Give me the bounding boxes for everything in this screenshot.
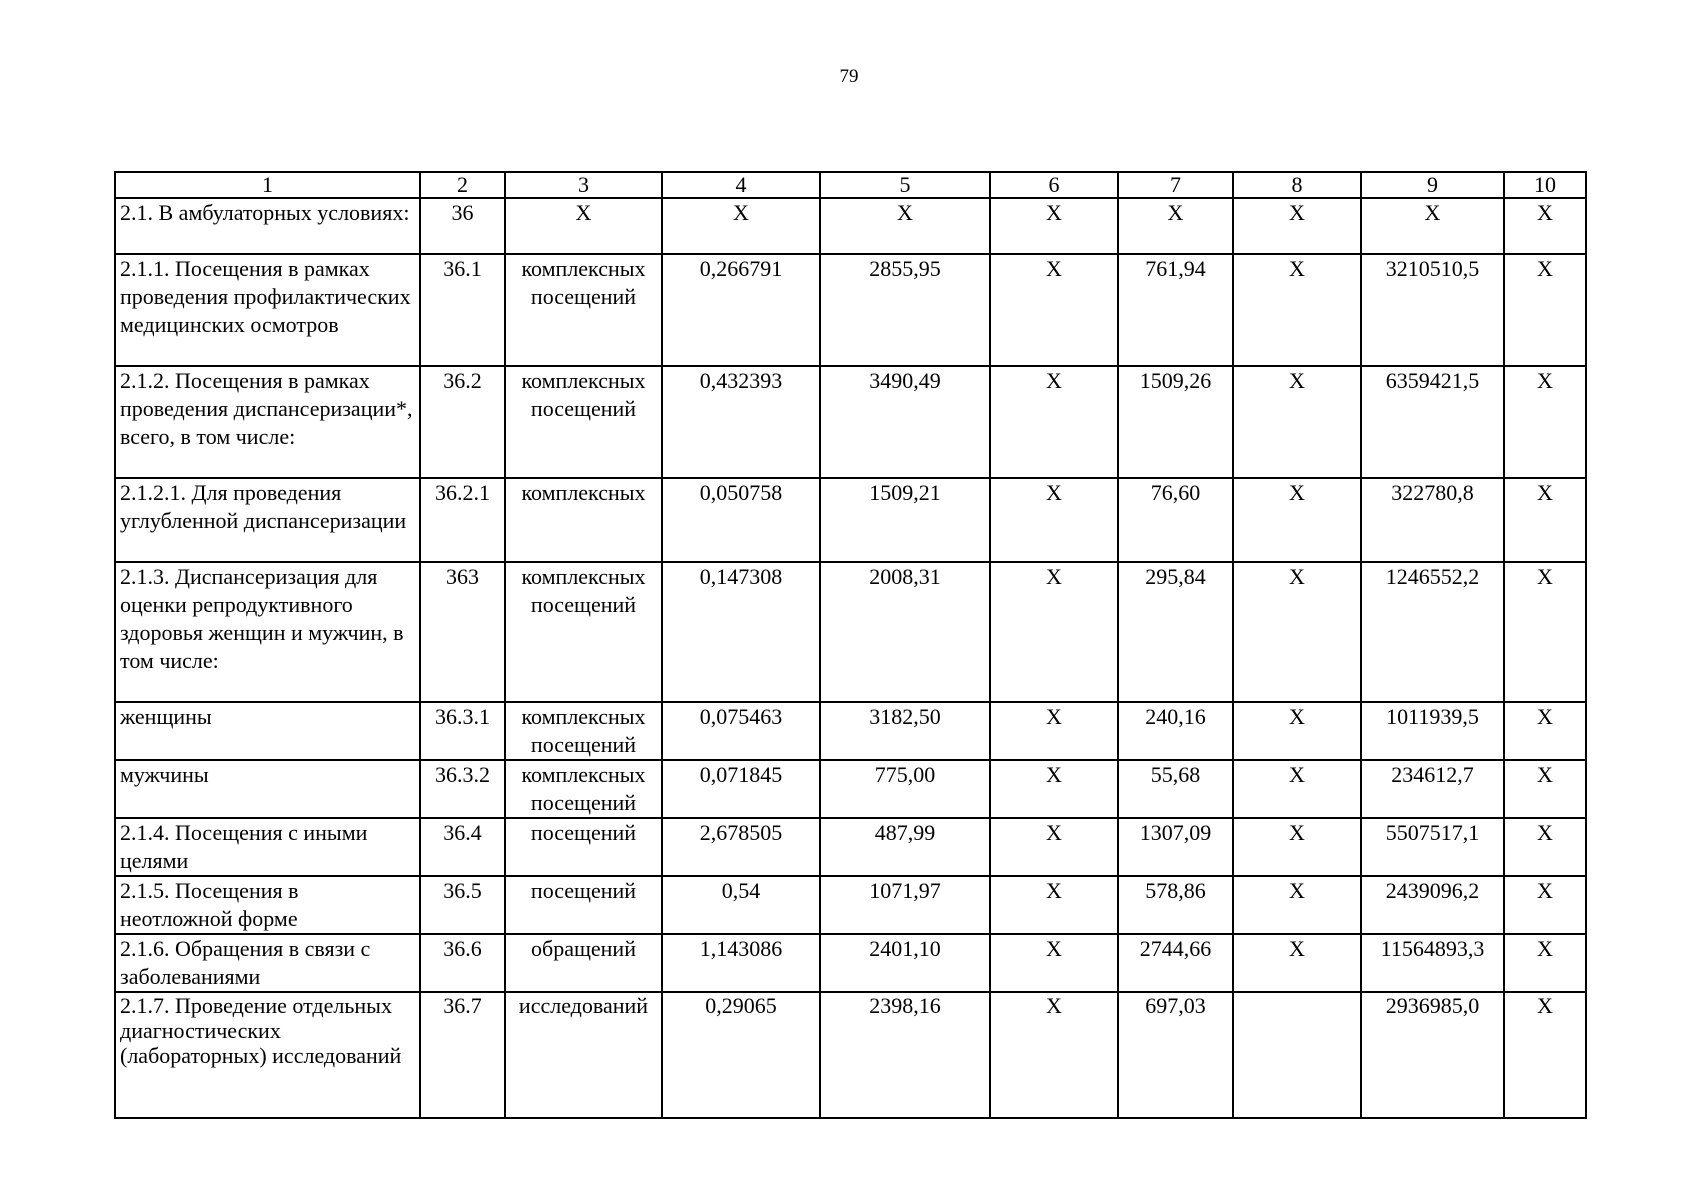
value-cell: Х	[1233, 562, 1361, 702]
table-row	[115, 198, 1586, 254]
value-cell: 2855,95	[820, 254, 990, 366]
value-cell: 3210510,5	[1361, 254, 1504, 366]
value-cell: Х	[1233, 760, 1361, 818]
column-number-row	[115, 172, 1586, 198]
row-number: 36.2	[420, 366, 505, 478]
value-cell: 0,147308	[662, 562, 820, 702]
value-cell: 6359421,5	[1361, 366, 1504, 478]
row-number: 36	[420, 198, 505, 254]
value-cell: Х	[990, 366, 1118, 478]
value-cell: Х	[1233, 702, 1361, 760]
row-number: 36.6	[420, 934, 505, 992]
value-cell: Х	[1233, 198, 1361, 254]
value-cell: 234612,7	[1361, 760, 1504, 818]
value-cell: 697,03	[1118, 992, 1233, 1118]
table-row	[115, 562, 1586, 702]
table-row	[115, 702, 1586, 760]
column-number: 6	[990, 172, 1118, 198]
unit-cell: комплексных посещений	[505, 702, 662, 760]
row-name: мужчины	[115, 760, 420, 818]
value-cell: 0,266791	[662, 254, 820, 366]
value-cell: 5507517,1	[1361, 818, 1504, 876]
column-number: 5	[820, 172, 990, 198]
value-cell: Х	[1361, 198, 1504, 254]
value-cell	[1233, 992, 1361, 1118]
value-cell: 1509,21	[820, 478, 990, 562]
value-cell: Х	[1504, 478, 1586, 562]
value-cell: 2936985,0	[1361, 992, 1504, 1118]
value-cell: Х	[1504, 876, 1586, 934]
value-cell: 0,075463	[662, 702, 820, 760]
column-number: 10	[1504, 172, 1586, 198]
value-cell: Х	[990, 992, 1118, 1118]
value-cell: 295,84	[1118, 562, 1233, 702]
value-cell: Х	[1504, 366, 1586, 478]
value-cell: 11564893,3	[1361, 934, 1504, 992]
value-cell: 2398,16	[820, 992, 990, 1118]
value-cell: Х	[1233, 876, 1361, 934]
value-cell: Х	[1233, 366, 1361, 478]
value-cell: 2744,66	[1118, 934, 1233, 992]
row-name: 2.1.5. Посещения в неотложной форме	[115, 876, 420, 934]
unit-cell: комплексных	[505, 478, 662, 562]
row-name: 2.1. В амбулаторных условиях:	[115, 198, 420, 254]
value-cell: Х	[1504, 992, 1586, 1118]
value-cell: Х	[990, 702, 1118, 760]
row-name: 2.1.4. Посещения с иными целями	[115, 818, 420, 876]
row-number: 36.5	[420, 876, 505, 934]
value-cell: Х	[1233, 254, 1361, 366]
table-row	[115, 876, 1586, 934]
value-cell: 322780,8	[1361, 478, 1504, 562]
value-cell: 1246552,2	[1361, 562, 1504, 702]
table-row	[115, 366, 1586, 478]
table-row	[115, 254, 1586, 366]
value-cell: 578,86	[1118, 876, 1233, 934]
value-cell: 487,99	[820, 818, 990, 876]
column-number: 1	[115, 172, 420, 198]
value-cell: Х	[1118, 198, 1233, 254]
row-number: 36.1	[420, 254, 505, 366]
row-number: 36.2.1	[420, 478, 505, 562]
table-row	[115, 760, 1586, 818]
value-cell: Х	[990, 760, 1118, 818]
value-cell: 2439096,2	[1361, 876, 1504, 934]
unit-cell: исследований	[505, 992, 662, 1118]
unit-cell: Х	[505, 198, 662, 254]
table-row	[115, 992, 1586, 1118]
row-number: 36.3.1	[420, 702, 505, 760]
value-cell: 1509,26	[1118, 366, 1233, 478]
value-cell: Х	[1504, 760, 1586, 818]
row-number: 36.7	[420, 992, 505, 1118]
value-cell: Х	[1504, 562, 1586, 702]
row-name: 2.1.7. Проведение отдельных диагностических (лабораторных) исследований	[115, 992, 420, 1118]
value-cell: 2401,10	[820, 934, 990, 992]
value-cell: 240,16	[1118, 702, 1233, 760]
unit-cell: комплексных посещений	[505, 366, 662, 478]
column-number: 7	[1118, 172, 1233, 198]
value-cell: 0,071845	[662, 760, 820, 818]
row-name: 2.1.2. Посещения в рамках проведения диспансеризации*, всего, в том числе:	[115, 366, 420, 478]
value-cell: Х	[1504, 198, 1586, 254]
table-row	[115, 934, 1586, 992]
value-cell: 0,54	[662, 876, 820, 934]
value-cell: Х	[1504, 934, 1586, 992]
column-number: 4	[662, 172, 820, 198]
value-cell: 3182,50	[820, 702, 990, 760]
page-number: 79	[839, 66, 859, 87]
unit-cell: комплексных посещений	[505, 760, 662, 818]
table-row	[115, 818, 1586, 876]
value-cell: Х	[662, 198, 820, 254]
value-cell: 775,00	[820, 760, 990, 818]
value-cell: Х	[1504, 254, 1586, 366]
row-number: 36.4	[420, 818, 505, 876]
value-cell: Х	[1504, 702, 1586, 760]
row-name: женщины	[115, 702, 420, 760]
value-cell: Х	[1233, 934, 1361, 992]
value-cell: Х	[990, 934, 1118, 992]
value-cell: 2,678505	[662, 818, 820, 876]
unit-cell: посещений	[505, 818, 662, 876]
value-cell: 1,143086	[662, 934, 820, 992]
column-number: 2	[420, 172, 505, 198]
value-cell: Х	[990, 876, 1118, 934]
value-cell: 1307,09	[1118, 818, 1233, 876]
row-number: 363	[420, 562, 505, 702]
row-name: 2.1.2.1. Для проведения углубленной диспансеризации	[115, 478, 420, 562]
value-cell: 55,68	[1118, 760, 1233, 818]
value-cell: 761,94	[1118, 254, 1233, 366]
value-cell: 1071,97	[820, 876, 990, 934]
row-name: 2.1.6. Обращения в связи с заболеваниями	[115, 934, 420, 992]
value-cell: 3490,49	[820, 366, 990, 478]
value-cell: 0,29065	[662, 992, 820, 1118]
row-name: 2.1.1. Посещения в рамках проведения профилактических медицинских осмотров	[115, 254, 420, 366]
value-cell: 76,60	[1118, 478, 1233, 562]
column-number: 8	[1233, 172, 1361, 198]
value-cell: 0,432393	[662, 366, 820, 478]
value-cell: Х	[1233, 818, 1361, 876]
unit-cell: обращений	[505, 934, 662, 992]
column-number: 9	[1361, 172, 1504, 198]
value-cell: 1011939,5	[1361, 702, 1504, 760]
unit-cell: комплексных посещений	[505, 562, 662, 702]
row-number: 36.3.2	[420, 760, 505, 818]
row-name: 2.1.3. Диспансеризация для оценки репродуктивного здоровья женщин и мужчин, в том числе:	[115, 562, 420, 702]
value-cell: 2008,31	[820, 562, 990, 702]
table-row	[115, 478, 1586, 562]
value-cell: Х	[990, 198, 1118, 254]
value-cell: Х	[1233, 478, 1361, 562]
value-cell: Х	[990, 478, 1118, 562]
data-table	[114, 171, 1587, 1119]
value-cell: Х	[1504, 818, 1586, 876]
value-cell: Х	[990, 562, 1118, 702]
value-cell: Х	[820, 198, 990, 254]
column-number: 3	[505, 172, 662, 198]
value-cell: Х	[990, 254, 1118, 366]
value-cell: 0,050758	[662, 478, 820, 562]
unit-cell: посещений	[505, 876, 662, 934]
unit-cell: комплексных посещений	[505, 254, 662, 366]
value-cell: Х	[990, 818, 1118, 876]
